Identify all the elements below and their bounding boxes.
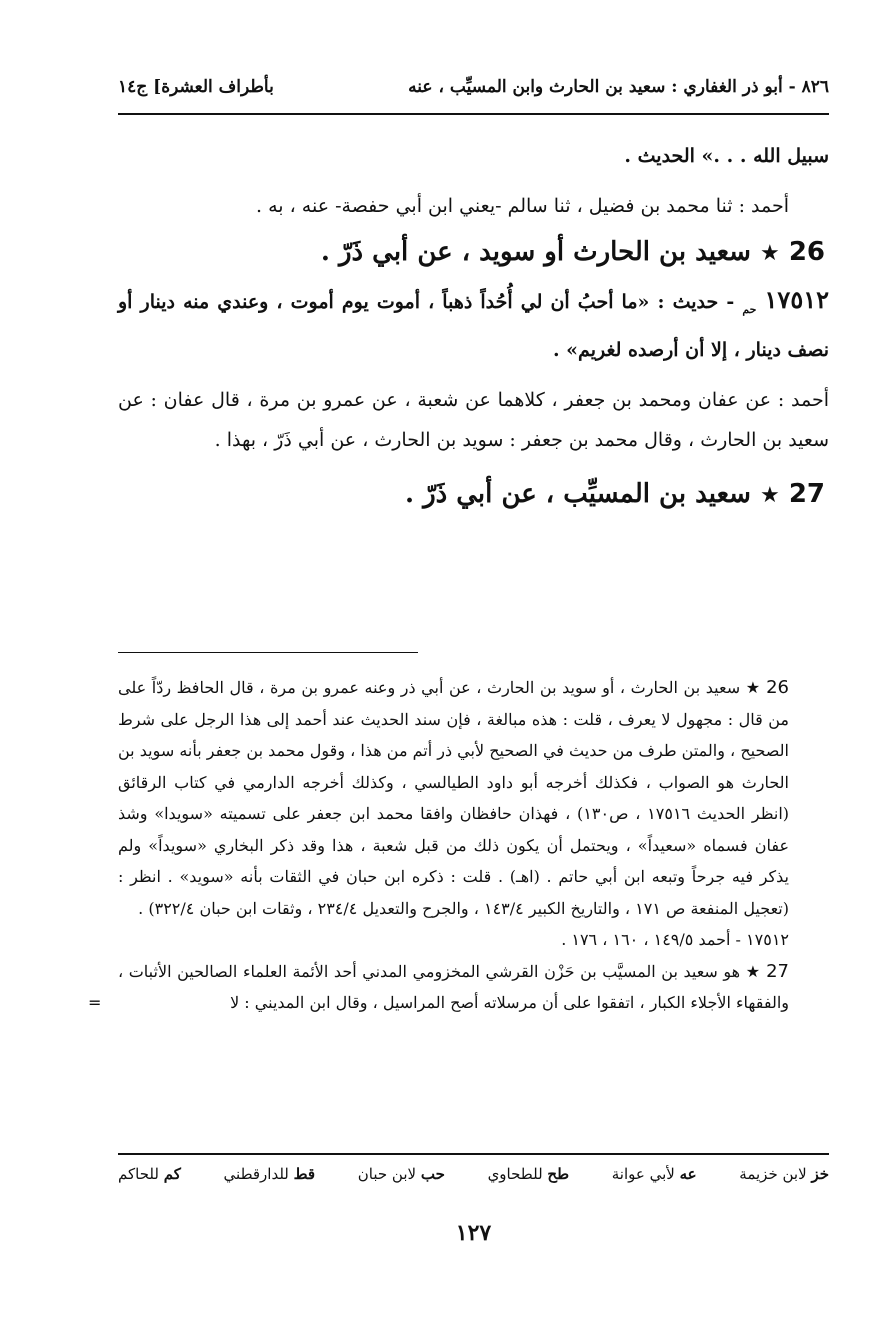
main-text (118, 136, 829, 522)
hadith-source-marker: حم (742, 302, 757, 316)
abbreviations-rule (118, 1153, 829, 1155)
footnote-27-number: 27 (766, 960, 790, 982)
star-icon: ★ (760, 482, 780, 508)
footnote-27-text: هو سعيد بن المسيَّب بن حَزْن القرشي المخزومي المدني أحد الأئمة العلماء الصالحين الأثبات ، والفقهاء الأجلاء الكبار ، اتفقوا على أن مرسلاته أصح المراسيل ، وقال ابن المديني : لا (118, 961, 789, 1012)
abbreviation-item: حب لابن حبان (357, 1165, 445, 1183)
footnote-26-text: سعيد بن الحارث ، أو سويد بن الحارث ، عن أبي ذر وعنه عمرو بن مرة ، قال الحافظ ردّاً على من قال : مجهول لا يعرف ، قلت : هذه مبالغة ، فإن سند الحديث عند أحمد إلى هذا الرجل على شرط الصحيح ، والمتن طرف من حديث في الصحيح لأبي ذر أتم من هذا ، وقول محمد بن جعفر بأنه سويد بن الحارث هو الصواب ، فكذلك أخرجه أبو داود الطيالسي ، وكذلك أخرجه الدارمي في كتاب الرقائق (انظر الحديث ١٧٥١٦ ، ص١٣٠) ، فهذان حافظان وافقا محمد ابن جعفر على تسميته «سويدا» وشذ عفان فسماه «سعيداً» ، ويحتمل أن يكون ذلك من قبل شعبة ، هذا وقد ذكر البخاري «سويداً» ولم يذكر فيه جرحاً وتبعه ابن أبي حاتم . (اهـ) . قلت : ذكره ابن حبان في الثقات بأنه «سويد» . انظر : (تعجيل المنفعة ص ١٧١ ، والتاريخ الكبير ١٤٣/٤ ، والجرح والتعديل ٢٣٤/٤ ، وثقات ابن حبان ٣٢٢/٤) . (118, 678, 790, 918)
footnotes (88, 672, 829, 1019)
abbreviation-item: خز لابن خزيمة (739, 1165, 829, 1183)
abbreviations-legend (118, 1165, 829, 1183)
abbreviation-item: طح للطحاوي (487, 1165, 570, 1183)
star-icon: ★ (745, 678, 761, 697)
body-line-2: أحمد : ثنا محمد بن فضيل ، ثنا سالم -يعني ابن أبي حفصة- عنه ، به . (256, 195, 789, 217)
hadith-number: ١٧٥١٢ (764, 285, 829, 314)
section-heading-27 (118, 468, 829, 522)
header-book-title: بأطراف العشرة] ج١٤ (118, 77, 274, 97)
footnote-27 (88, 956, 829, 1019)
abbreviation-item: قط للدارقطني (223, 1165, 316, 1183)
abbreviation-item: عه لأبي عوانة (611, 1165, 697, 1183)
hadith-text: - حديث : «ما أحبُ أن لي أُحُداً ذهباً ، أموت يوم أموت ، وعندي منه دينار أو نصف دينار ، إلا أن أرصده لغريم» . (118, 291, 829, 361)
section-26-title: سعيد بن الحارث أو سويد ، عن أبي ذَرّ . (320, 237, 751, 267)
continuation-mark: = (88, 993, 102, 1012)
footnote-rule (118, 652, 418, 653)
star-icon: ★ (760, 241, 780, 266)
footnote-26-number: 26 (766, 677, 790, 698)
star-icon: ★ (745, 961, 761, 981)
body-line-1: سبيل الله . . .» الحديث . (624, 145, 829, 167)
book-page (88, 60, 829, 1300)
header-rule (118, 113, 829, 115)
footnote-26 (118, 672, 829, 924)
page-number: ١٢٧ (455, 1220, 492, 1246)
running-header (118, 70, 829, 104)
abbreviation-item: كم للحاكم (118, 1165, 181, 1183)
hadith-paragraph (118, 280, 829, 370)
footnote-hadith: ١٧٥١٢ - أحمد ١٤٩/٥ ، ١٦٠ ، ١٧٦ . (561, 930, 789, 949)
header-entry-label: ٨٢٦ - أبو ذر الغفاري : سعيد بن الحارث وابن المسيِّب ، عنه (408, 77, 829, 97)
section-27-number: 27 (788, 478, 825, 509)
section-27-title: سعيد بن المسيِّب ، عن أبي ذَرّ . (404, 478, 751, 509)
hadith-chain: أحمد : عن عفان ومحمد بن جعفر ، كلاهما عن شعبة ، عن عمرو بن مرة ، قال عفان : عن سعيد بن الحارث ، وقال محمد بن جعفر : سويد بن الحارث ، عن أبي ذَرّ ، بهذا . (118, 388, 829, 451)
section-heading-26 (118, 226, 829, 280)
section-26-number: 26 (788, 237, 825, 267)
